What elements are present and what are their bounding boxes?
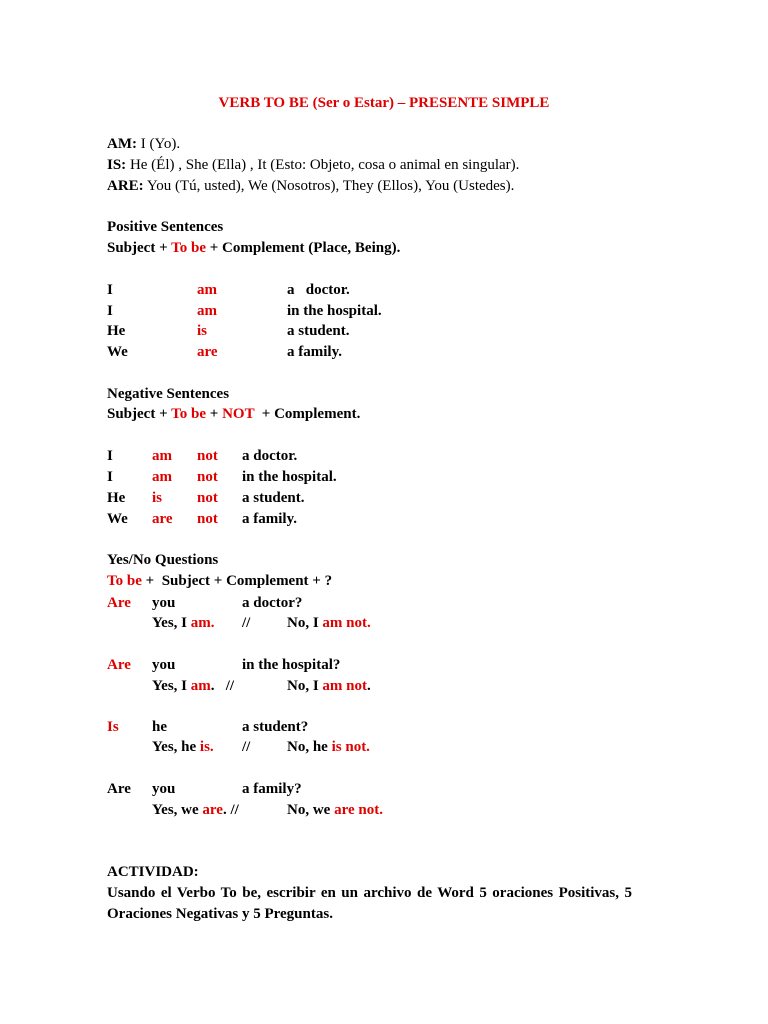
answer-text: No, he (287, 739, 332, 755)
question-verb: Is (107, 719, 119, 735)
row-verb: are (152, 511, 173, 527)
def-am-value: I (Yo). (137, 136, 181, 152)
row-complement: a student. (242, 490, 305, 506)
formula-not: NOT (222, 406, 255, 422)
row-not: not (197, 448, 218, 464)
activity-text: Usando el Verbo To be, escribir en un archivo de Word 5 oraciones Positivas, 5 Oraciones Negativas y 5 Preguntas. (107, 885, 632, 922)
row-verb: is (197, 323, 208, 339)
answer-no (287, 801, 383, 820)
question-verb: Are (107, 781, 131, 797)
row-subject: I (107, 469, 113, 485)
answer-verb: are not. (334, 802, 383, 818)
row-verb: am (197, 303, 217, 319)
answer-yes (152, 738, 214, 757)
answer-verb: am (190, 678, 211, 694)
formula-part: + Complement (Place, Being). (206, 240, 401, 256)
row-complement: in the hospital. (287, 303, 382, 319)
answer-verb: is. (199, 739, 214, 755)
answer-text: No, I (287, 615, 323, 631)
answer-separator: . // (210, 678, 235, 694)
formula-part: + Complement. (254, 406, 361, 422)
def-is-key: IS: (107, 157, 127, 173)
row-complement: a family. (287, 344, 342, 360)
activity-heading: ACTIVIDAD: (107, 864, 199, 880)
question-subject: he (152, 719, 167, 735)
formula-part: + Subject + Complement + ? (141, 573, 333, 589)
positive-formula (107, 239, 400, 258)
answer-text: No, we (287, 802, 335, 818)
formula-verb: To be (107, 573, 142, 589)
answer-verb: am not (322, 678, 368, 694)
question-subject: you (152, 595, 176, 611)
answer-separator: // (242, 615, 251, 631)
answer-separator: . // (222, 802, 239, 818)
answer-yes (152, 801, 239, 820)
positive-heading: Positive Sentences (107, 219, 224, 235)
answer-text: Yes, he (152, 739, 200, 755)
row-verb: am (197, 282, 217, 298)
row-verb: am (152, 448, 172, 464)
row-subject: I (107, 282, 113, 298)
def-is (107, 156, 519, 175)
row-verb: are (197, 344, 218, 360)
formula-part: + (206, 406, 223, 422)
answer-verb: is not. (331, 739, 370, 755)
row-subject: I (107, 448, 113, 464)
question-complement: a family? (242, 781, 302, 797)
negative-heading: Negative Sentences (107, 386, 230, 402)
def-am-key: AM: (107, 136, 137, 152)
answer-text: Yes, I (152, 615, 191, 631)
def-am (107, 135, 180, 154)
row-verb: am (152, 469, 172, 485)
formula-verb: To be (171, 406, 206, 422)
answer-verb: am not. (322, 615, 371, 631)
row-complement: a doctor. (242, 448, 298, 464)
def-are (107, 177, 514, 196)
row-subject: We (107, 344, 128, 360)
questions-heading: Yes/No Questions (107, 552, 219, 568)
def-are-key: ARE: (107, 178, 144, 194)
row-complement: a doctor. (287, 282, 350, 298)
row-verb: is (152, 490, 163, 506)
answer-no (287, 738, 370, 757)
row-subject: He (107, 490, 126, 506)
answer-no (287, 614, 371, 633)
def-is-value: He (Él) , She (Ella) , It (Esto: Objeto, cosa o animal en singular). (126, 157, 520, 173)
row-not: not (197, 511, 218, 527)
row-not: not (197, 490, 218, 506)
def-are-value: You (Tú, usted), We (Nosotros), They (Ellos), You (Ustedes). (143, 178, 515, 194)
answer-yes (152, 677, 234, 696)
row-subject: We (107, 511, 128, 527)
question-subject: you (152, 657, 176, 673)
question-verb: Are (107, 657, 131, 673)
question-subject: you (152, 781, 176, 797)
formula-verb: To be (171, 240, 206, 256)
answer-verb: are (202, 802, 223, 818)
question-complement: a student? (242, 719, 309, 735)
answer-yes (152, 614, 215, 633)
row-complement: a student. (287, 323, 350, 339)
answer-text: No, I (287, 678, 323, 694)
formula-part: Subject + (107, 240, 172, 256)
row-subject: He (107, 323, 126, 339)
negative-formula (107, 405, 360, 424)
answer-separator: // (242, 739, 251, 755)
answer-verb: am. (190, 615, 215, 631)
page-title: VERB TO BE (Ser o Estar) – PRESENTE SIMPLE (218, 95, 550, 111)
row-complement: a family. (242, 511, 297, 527)
answer-text: Yes, we (152, 802, 203, 818)
row-not: not (197, 469, 218, 485)
row-subject: I (107, 303, 113, 319)
answer-no (287, 677, 371, 696)
question-complement: in the hospital? (242, 657, 341, 673)
answer-text: . (367, 678, 371, 694)
question-verb: Are (107, 595, 131, 611)
formula-part: Subject + (107, 406, 172, 422)
question-complement: a doctor? (242, 595, 303, 611)
row-complement: in the hospital. (242, 469, 337, 485)
answer-text: Yes, I (152, 678, 191, 694)
questions-formula (107, 572, 332, 591)
